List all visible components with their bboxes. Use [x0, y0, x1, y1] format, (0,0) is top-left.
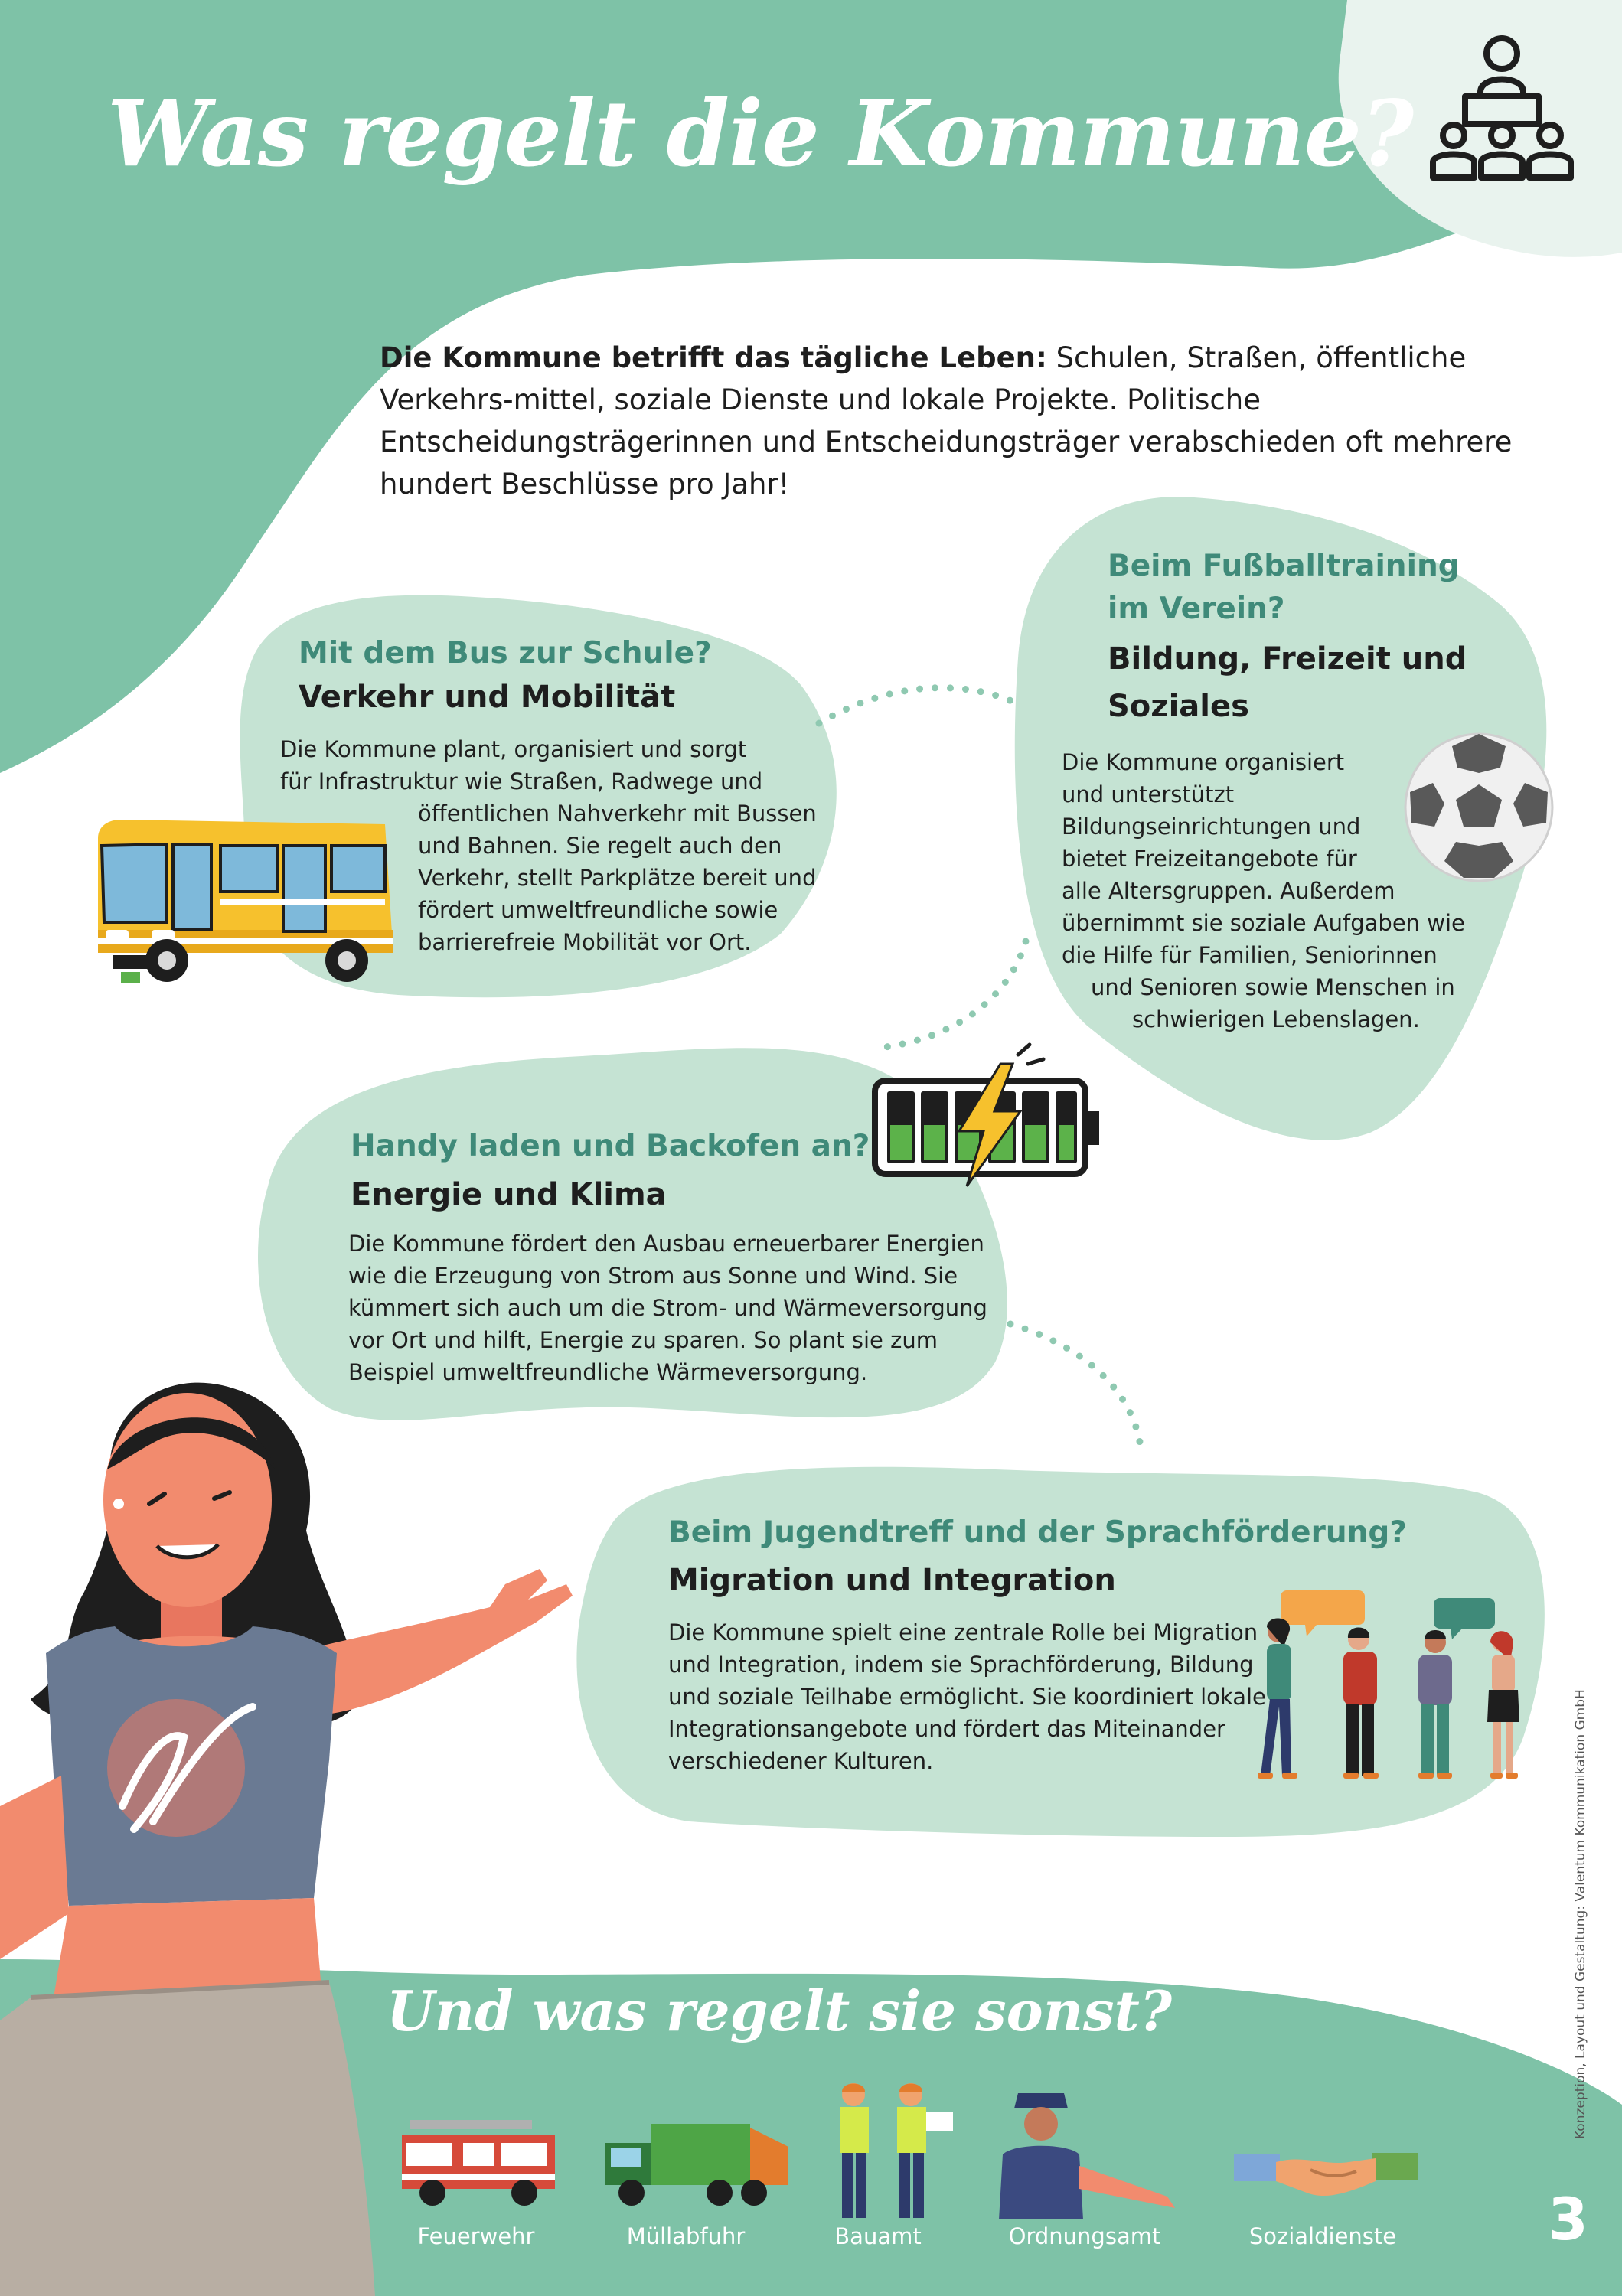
migration-text — [668, 1616, 1266, 1777]
battery-charging-icon — [869, 1041, 1106, 1194]
traffic-question: Mit dem Bus zur Schule? — [299, 636, 712, 670]
text-line: und unterstützt — [1062, 781, 1235, 807]
connector-dots-3 — [1010, 1324, 1141, 1446]
education-question-line: Beim Fußballtraining — [1108, 549, 1460, 583]
text-line: Verkehr, stellt Parkplätze bereit und — [418, 865, 817, 891]
service-label-bauamt: Bauamt — [834, 2223, 922, 2249]
police-officer-icon — [991, 2082, 1190, 2219]
intro-body: Schulen, Straßen, öffentliche Verkehrs-mittel, soziale Dienste und lokale Projekte. Politische Entscheidungsträgerinnen und Entscheidungsträger verabschieden oft mehrere hundert Beschlüsse pro Jahr! — [380, 341, 1513, 501]
intro-bold: Die Kommune betrifft das tägliche Leben: — [380, 341, 1047, 374]
text-line: Beispiel umweltfreundliche Wärmeversorgung. — [348, 1359, 868, 1385]
page-number: 3 — [1548, 2185, 1588, 2253]
soccer-ball-illustration — [1402, 731, 1555, 884]
text-line: kümmert sich auch um die Strom- und Wärmeversorgung — [348, 1295, 987, 1321]
text-line: barrierefreie Mobilität vor Ort. — [418, 929, 752, 955]
footer-title: Und was regelt sie sonst? — [387, 1978, 1172, 2043]
education-question-line: im Verein? — [1108, 592, 1285, 626]
text-line: Die Kommune organisiert — [1062, 749, 1345, 775]
service-label-ordnungsamt: Ordnungsamt — [1008, 2223, 1161, 2249]
text-line: übernimmt sie soziale Aufgaben wie — [1062, 910, 1465, 936]
text-line: die Hilfe für Familien, Seniorinnen — [1062, 942, 1438, 968]
text-line: wie die Erzeugung von Strom aus Sonne und Wind. Sie — [348, 1263, 958, 1289]
page-title: Was regelt die Kommune? — [107, 80, 1414, 187]
text-line: und soziale Teilhabe ermöglicht. Sie koordiniert lokale — [668, 1684, 1266, 1710]
text-line: verschiedener Kulturen. — [668, 1748, 934, 1774]
text-line: für Infrastruktur wie Straßen, Radwege und — [280, 768, 763, 794]
presentation-audience-icon — [1425, 32, 1582, 185]
credit-text: Konzeption, Layout und Gestaltung: Valentum Kommunikation GmbH — [1573, 1689, 1588, 2139]
education-heading-line: Soziales — [1108, 689, 1249, 724]
text-line: fördert umweltfreundliche sowie — [418, 897, 778, 923]
text-line: Die Kommune plant, organisiert und sorgt — [280, 736, 747, 762]
handshake-icon — [1234, 2147, 1418, 2208]
service-label-muellabfuhr: Müllabfuhr — [626, 2223, 746, 2249]
migration-question: Beim Jugendtreff und der Sprachförderung? — [668, 1515, 1407, 1550]
text-line: und Bahnen. Sie regelt auch den — [418, 833, 782, 859]
text-line: vor Ort und hilft, Energie zu sparen. So plant sie zum — [348, 1327, 938, 1353]
text-line: bietet Freizeitangebote für — [1062, 846, 1357, 872]
education-heading-line: Bildung, Freizeit und — [1108, 641, 1467, 677]
energy-text — [348, 1228, 987, 1388]
service-label-feuerwehr: Feuerwehr — [417, 2223, 535, 2249]
traffic-heading: Verkehr und Mobilität — [299, 680, 676, 715]
education-question — [1108, 545, 1460, 631]
text-line: schwierigen Lebenslagen. — [1132, 1006, 1420, 1032]
text-line: öffentlichen Nahverkehr mit Bussen — [418, 801, 817, 827]
bus-illustration — [83, 815, 397, 991]
text-line: Bildungseinrichtungen und — [1062, 814, 1361, 840]
text-line: Die Kommune spielt eine zentrale Rolle bei Migration — [668, 1619, 1258, 1645]
connector-dots-2 — [873, 941, 1026, 1049]
people-speech-bubbles-illustration — [1244, 1584, 1535, 1791]
education-heading — [1108, 635, 1467, 730]
fire-truck-icon — [394, 2112, 563, 2208]
text-line: und Integration, indem sie Sprachförderung, Bildung — [668, 1652, 1254, 1678]
text-line: alle Altersgruppen. Außerdem — [1062, 878, 1395, 904]
text-line: und Senioren sowie Menschen in — [1091, 974, 1455, 1000]
text-line: Die Kommune fördert den Ausbau erneuerbarer Energien — [348, 1231, 984, 1257]
text-line: Integrationsangebote und fördert das Miteinander — [668, 1716, 1225, 1742]
energy-heading: Energie und Klima — [351, 1177, 667, 1212]
connector-dots-1 — [819, 688, 1018, 723]
intro-text — [380, 337, 1558, 505]
garbage-truck-icon — [597, 2116, 796, 2208]
migration-heading: Migration und Integration — [668, 1563, 1116, 1598]
service-label-sozialdienste: Sozialdienste — [1248, 2223, 1397, 2249]
construction-workers-icon — [823, 2078, 961, 2223]
energy-question: Handy laden und Backofen an? — [351, 1129, 870, 1163]
